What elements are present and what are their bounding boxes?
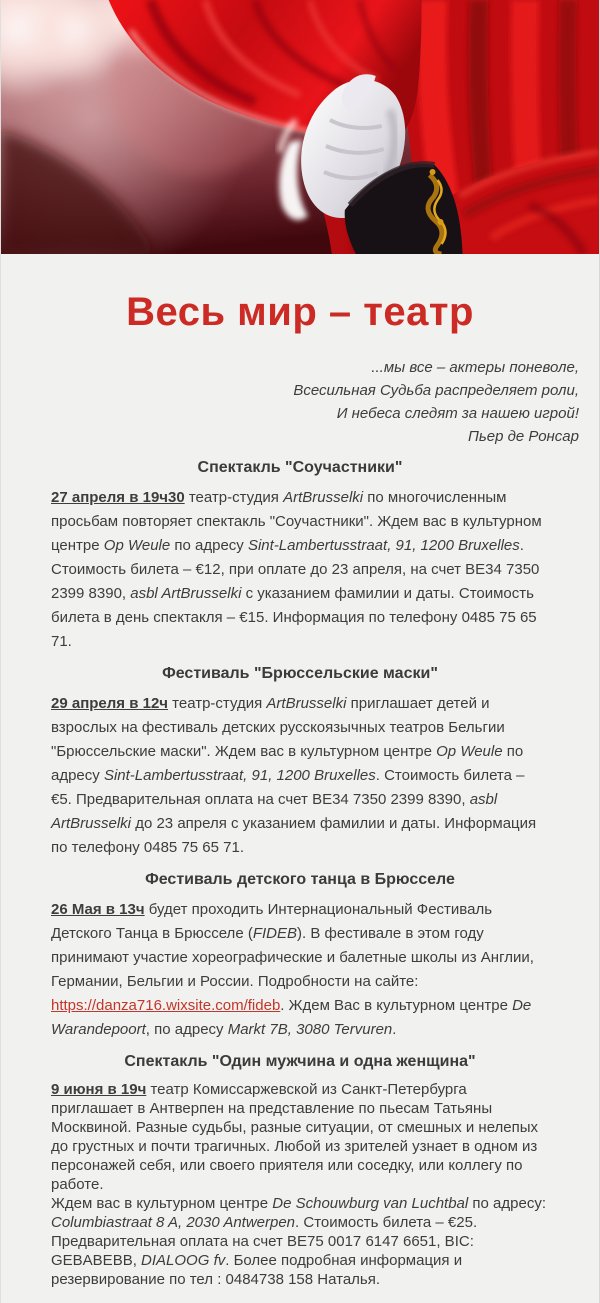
event-text: театр-студия xyxy=(168,695,267,712)
event-description xyxy=(51,898,549,1042)
event-title: Фестиваль "Брюссельские маски" xyxy=(162,665,438,682)
event-title: Спектакль "Соучастники" xyxy=(197,459,403,476)
event-text: по адресу xyxy=(51,743,524,784)
event-title: Фестиваль детского танца в Брюсселе xyxy=(145,871,455,888)
event-text: Markt 7B, 3080 Tervuren xyxy=(227,1021,393,1038)
event-text: , по адресу xyxy=(145,1021,228,1038)
event-text: приглашает детей и взрослых на фестиваль детских русскоязычных театров Бельгии "Брюссельские маски". Ждем вас в культурном центре xyxy=(51,695,505,760)
event-text: 27 апреля в 19ч30 xyxy=(51,489,185,506)
event-section xyxy=(51,458,549,654)
event-text: asbl ArtBrusselki xyxy=(130,585,242,602)
events xyxy=(1,458,599,1303)
event-text: . Стоимость билета – €25. Предварительная оплата на счет BE75 0017 6147 6651, BIC: GEBABEBB, xyxy=(51,1214,478,1269)
event-text: 9 июня в 19ч xyxy=(51,1081,147,1098)
event-text: театр-студия xyxy=(184,489,284,506)
event-text: asbl ArtBrusselki xyxy=(51,791,498,832)
event-section xyxy=(51,870,549,1042)
epigraph-line: ...мы все – актеры поневоле, xyxy=(371,359,579,376)
event-text: . xyxy=(392,1021,397,1038)
event-text: Sint-Lambertusstraat, 91, 1200 Bruxelles xyxy=(247,537,520,554)
event-section xyxy=(51,664,549,860)
event-text: FIDEB xyxy=(252,925,298,942)
event-text: ). В фестивале в этом году принимают участие хореографические и балетные школы из Англии, Германии, Бельгии и России. Подробности на сайте: xyxy=(51,925,534,990)
event-text: будет проходить Интернациональный Фестиваль Детского Танца в Брюсселе ( xyxy=(51,901,493,942)
event-text: . Стоимость билета – €5. Предварительная оплата на счет BE34 7350 2399 8390, xyxy=(51,767,525,808)
event-text: с указанием фамилии и даты. Стоимость билета в день спектакля – €15. Информация по телефону 0485 75 65 71. xyxy=(51,585,537,650)
page-title: Весь мир – театр xyxy=(126,290,474,334)
event-text: . Более подробная информация и резервирование по тел : 0484738 158 Наталья. xyxy=(51,1252,463,1288)
event-text: по адресу xyxy=(170,537,248,554)
event-text: Op Weule xyxy=(436,743,503,760)
event-text: De Schouwburg van Luchtbal xyxy=(272,1195,469,1212)
event-text: Columbiastraat 8 A, 2030 Antwerpen xyxy=(51,1214,296,1231)
event-text: . Ждем Вас в культурном центре xyxy=(280,997,513,1014)
event-link[interactable]: https://danza716.wixsite.com/fideb xyxy=(51,997,281,1014)
curtain-hand-hero-image xyxy=(1,0,599,254)
event-text: театр Комиссаржевской из Санкт-Петербурга приглашает в Антверпен на представление по пьесам Татьяны Москвиной. Разные судьбы, разные ситуации, от смешных и нелепых до грустных и почти трагичных. Любой из зрителей узнает в одном из персонажей себя, или своего приятеля или соседку, или коллегу по работе. xyxy=(51,1081,539,1193)
epigraph-line: Пьер де Ронсар xyxy=(467,428,579,445)
event-description xyxy=(51,1080,549,1289)
event-text: Op Weule xyxy=(103,537,171,554)
event-text: ArtBrusselki xyxy=(283,489,364,506)
event-text: 29 апреля в 12ч xyxy=(51,695,168,712)
event-text: 26 Мая в 13ч xyxy=(51,901,145,918)
event-text: . Стоимость билета – €12, при оплате до 23 апреля, на счет BE34 7350 2399 8390, xyxy=(51,537,540,602)
event-text: De Warandepoort xyxy=(51,997,532,1038)
event-description xyxy=(51,486,549,654)
event-text: ArtBrusselki xyxy=(266,695,347,712)
event-text: до 23 апреля с указанием фамилии и даты. Информация по телефону 0485 75 65 71. xyxy=(51,815,537,856)
curtain-hand-illustration xyxy=(1,0,599,254)
event-title: Спектакль "Один мужчина и одна женщина" xyxy=(124,1053,476,1070)
event-text: DIALOOG fv xyxy=(141,1252,226,1269)
event-text: Sint-Lambertusstraat, 91, 1200 Bruxelles xyxy=(103,767,376,784)
event-description xyxy=(51,692,549,860)
epigraph-line: И небеса следят за нашею игрой! xyxy=(336,405,579,422)
epigraph xyxy=(1,356,579,448)
event-text: по многочисленным просьбам повторяет спектакль "Соучастники". Ждем вас в культурном центре xyxy=(51,489,542,554)
epigraph-line: Всесильная Судьба распределяет роли, xyxy=(293,382,579,399)
event-text: по адресу: xyxy=(468,1195,546,1212)
event-text: Ждем вас в культурном центре xyxy=(51,1195,273,1212)
